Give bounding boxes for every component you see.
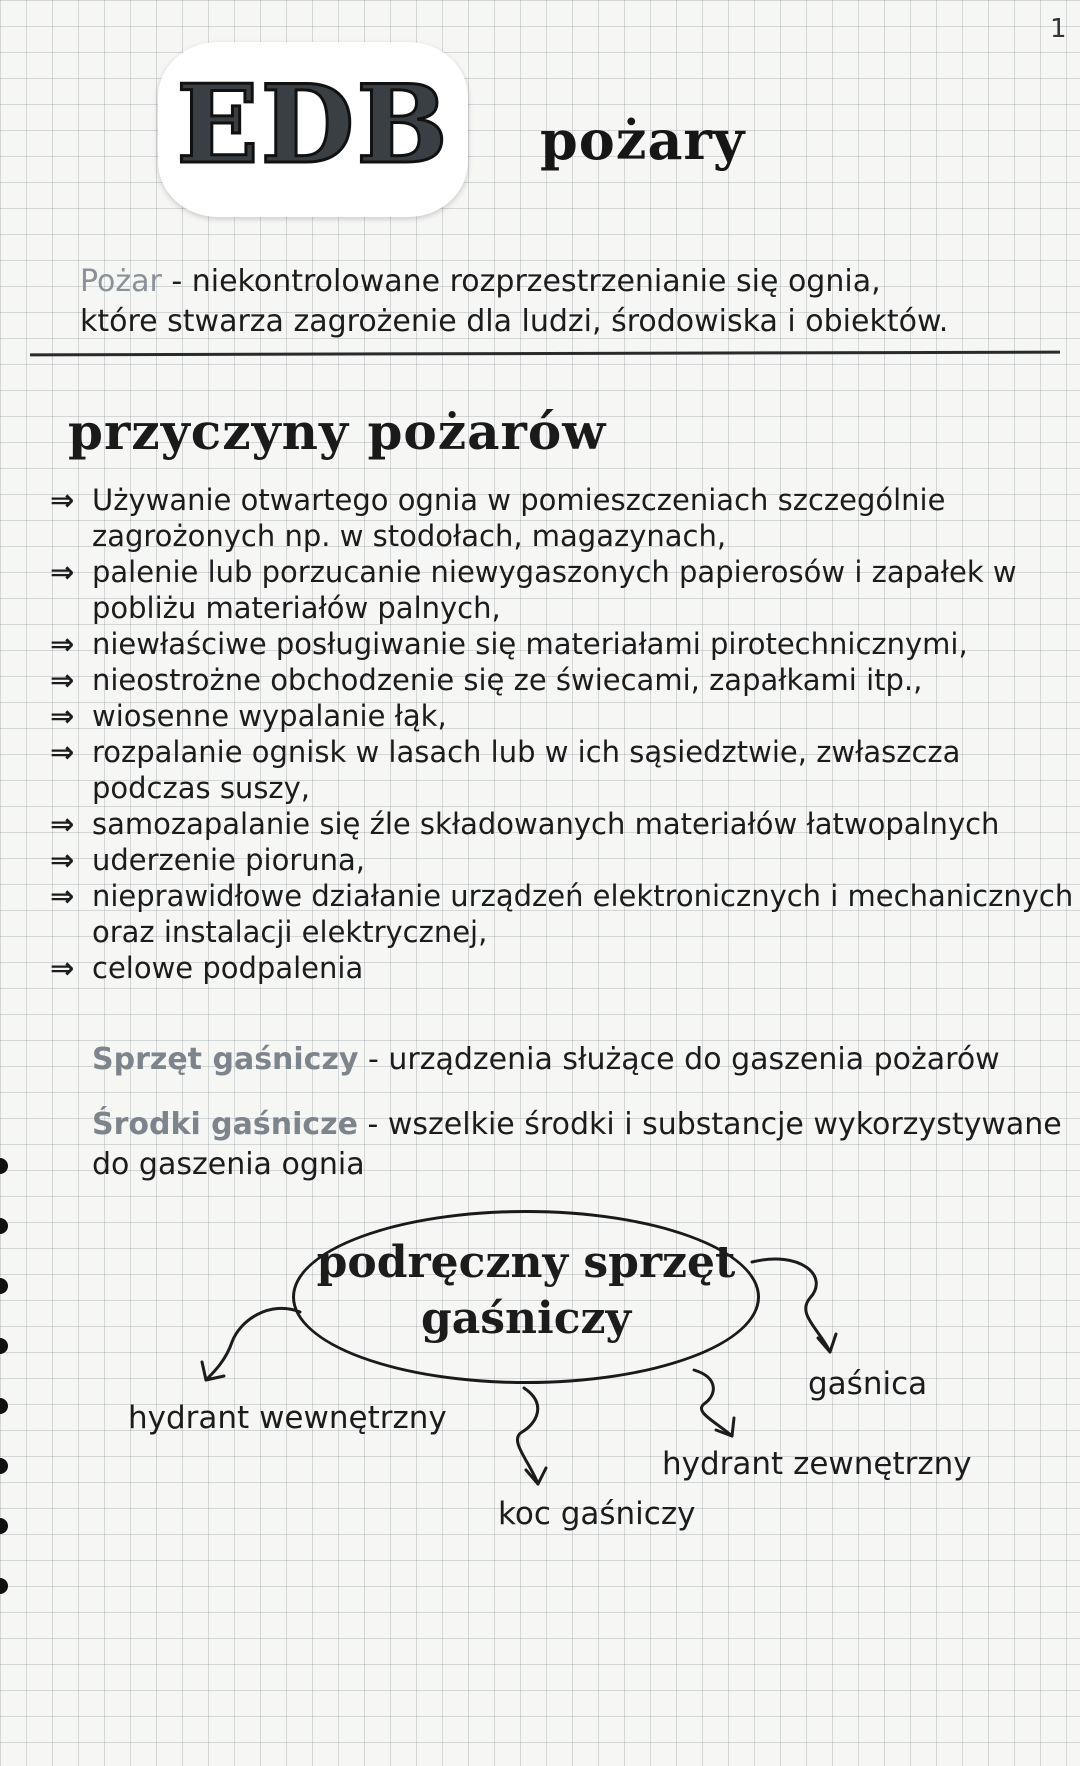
list-item-text: rozpalanie ognisk w lasach lub w ich sąsiedztwie, zwłaszcza podczas suszy,: [92, 735, 961, 805]
list-item-text: wiosenne wypalanie łąk,: [92, 699, 447, 733]
list-item-text: celowe podpalenia: [92, 951, 364, 985]
binder-hole: [0, 1398, 8, 1414]
list-item: [50, 950, 1075, 986]
arrow-icon: ⇒: [50, 843, 75, 877]
term-label: Sprzęt gaśniczy: [92, 1042, 359, 1077]
list-item: [50, 734, 1075, 806]
definition-line-2: które stwarza zagrożenie dla ludzi, środowiska i obiektów.: [80, 304, 949, 339]
list-item-text: uderzenie pioruna,: [92, 843, 365, 877]
list-item-text: palenie lub porzucanie niewygaszonych papierosów i zapałek w pobliżu materiałów palnych,: [92, 555, 1017, 625]
arrow-icon: ⇒: [50, 483, 75, 517]
arrow-icon: ⇒: [50, 555, 75, 589]
mindmap-branch: hydrant wewnętrzny: [128, 1400, 447, 1436]
definition-term: Pożar: [80, 264, 162, 299]
logo-text: EDB: [176, 62, 450, 188]
page-title: pożary: [540, 108, 746, 172]
definition-block: [80, 262, 1070, 342]
list-item: [50, 554, 1075, 626]
binder-hole: [0, 1278, 8, 1294]
binder-hole: [0, 1518, 8, 1534]
causes-list: [50, 482, 1075, 986]
binder-hole: [0, 1158, 8, 1174]
arrowhead-left: [202, 1362, 224, 1380]
list-item: [50, 842, 1075, 878]
definition-line-1: [80, 262, 1070, 302]
arrow-to-koc: [517, 1388, 538, 1484]
binder-holes: [0, 0, 14, 1766]
list-item: [50, 878, 1075, 950]
binder-hole: [0, 1218, 8, 1234]
arrow-to-gasnica: [752, 1259, 830, 1352]
arrow-icon: ⇒: [50, 735, 75, 769]
term-firefighting-equipment: [92, 1040, 1072, 1080]
list-item: [50, 698, 1075, 734]
list-item-text: samozapalanie się źle składowanych materiałów łatwopalnych: [92, 807, 1000, 841]
arrowhead-down: [526, 1468, 546, 1484]
list-item: [50, 806, 1075, 842]
list-item-text: nieostrożne obchodzenie się ze świecami, zapałkami itp.,: [92, 663, 923, 697]
list-item-text: nieprawidłowe działanie urządzeń elektronicznych i mechanicznych oraz instalacji elektrycznej,: [92, 879, 1074, 949]
mindmap-branch: hydrant zewnętrzny: [662, 1446, 972, 1482]
mindmap-center-text: [295, 1235, 757, 1347]
logo-sticker: [158, 42, 468, 217]
binder-hole: [0, 1578, 8, 1594]
mindmap-branch: gaśnica: [808, 1366, 928, 1402]
page-number: 1: [1050, 14, 1067, 44]
arrow-icon: ⇒: [50, 699, 75, 733]
binder-hole: [0, 1458, 8, 1474]
mindmap-branch: koc gaśniczy: [498, 1496, 696, 1532]
mindmap-center-line-1: podręczny sprzęt: [316, 1237, 736, 1288]
list-item: [50, 626, 1075, 662]
section-divider: [30, 351, 1060, 357]
binder-hole: [0, 1338, 8, 1354]
definition-text: - niekontrolowane rozprzestrzenianie się ognia,: [161, 264, 881, 299]
list-item: [50, 662, 1075, 698]
term-label: Środki gaśnicze: [92, 1107, 358, 1142]
list-item-text: niewłaściwe posługiwanie się materiałami pirotechnicznymi,: [92, 627, 968, 661]
list-item-text: Używanie otwartego ognia w pomieszczeniach szczególnie zagrożonych np. w stodołach, magazynach,: [92, 483, 946, 553]
term-definition: - urządzenia służące do gaszenia pożarów: [358, 1042, 1000, 1077]
arrowhead-right: [818, 1334, 836, 1352]
term-extinguishing-agents: [92, 1105, 1072, 1185]
causes-heading: przyczyny pożarów: [68, 402, 607, 461]
arrow-icon: ⇒: [50, 627, 75, 661]
mindmap-center: [292, 1210, 760, 1384]
mindmap-center-line-2: gaśniczy: [420, 1293, 632, 1344]
arrow-to-hydrant-wewnetrzny: [206, 1308, 300, 1380]
arrowhead-mid-right: [716, 1418, 734, 1436]
arrow-to-hydrant-zewnetrzny: [694, 1370, 732, 1436]
arrow-icon: ⇒: [50, 807, 75, 841]
arrow-icon: ⇒: [50, 663, 75, 697]
term-definition: - wszelkie środki i substancje wykorzystywane do gaszenia ognia: [92, 1107, 1062, 1182]
arrow-icon: ⇒: [50, 951, 75, 985]
arrow-icon: ⇒: [50, 879, 75, 913]
list-item: [50, 482, 1075, 554]
